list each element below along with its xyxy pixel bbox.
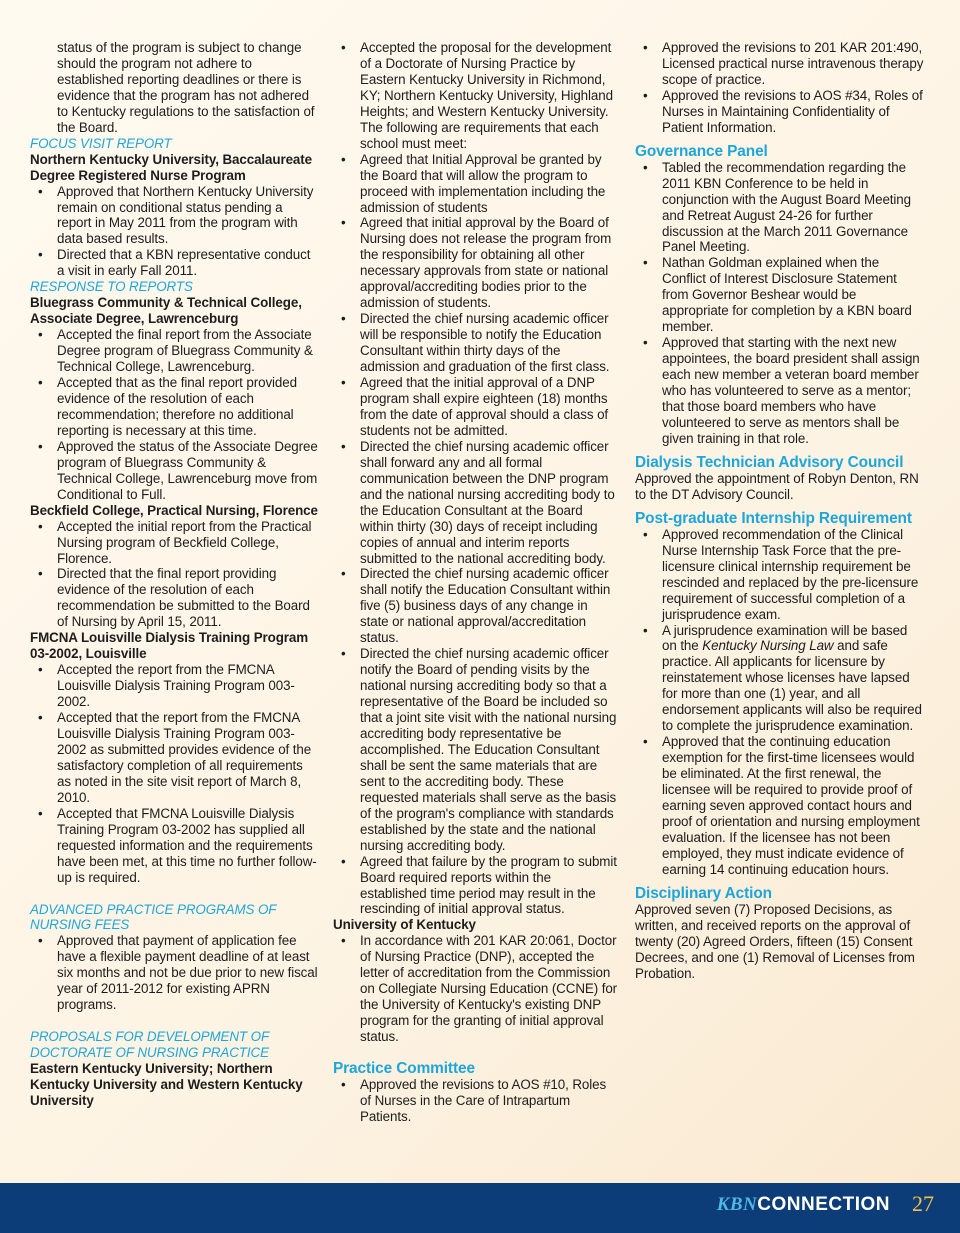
list-item: • Agreed that initial approval by the Board of Nursing does not release the program from the responsibility for obtaining all other necessary approvals from state or national approval/accrediting bodies prior to the admission of students. [333,215,619,311]
fees-heading: ADVANCED PRACTICE PROGRAMS OF NURSING FEES [30,901,277,933]
list-item: • Directed the chief nursing academic officer notify the Board of pending visits by the national nursing accrediting body so that a representative of the Board be included so that a joint site visit with the national nursing accrediting body representative be accomplished. The Education Consultant shall be sent the same materials that are sent to the accrediting body. These requested materials shall serve as the basis of the program's compliance with standards established by the state and the national nursing accrediting body. [333,646,619,853]
column-middle [333,40,619,1125]
practice-list [333,1077,619,1125]
list-item: • Approved the revisions to AOS #34, Roles of Nurses in Maintaining Confidentiality of Patient Information. [635,88,925,136]
kbn-connection-logo [717,1194,890,1216]
column-right [635,40,925,982]
list-item: • Accepted the proposal for the development of a Doctorate of Nursing Practice by Eastern Kentucky University in Richmond, KY; Northern Kentucky University, Highland Heights; and Western Kentucky University. The following are requirements that each school must meet: [333,40,619,152]
dialysis-council-heading: Dialysis Technician Advisory Council [635,453,904,471]
response-heading: RESPONSE TO REPORTS [30,279,193,295]
list-item: • Tabled the recommendation regarding the 2011 KBN Conference to be held in conjunction with the August Board Meeting and Retreat August 24-26 for further discussion at the March 2011 Governance Panel Meeting. [635,160,925,256]
nku-list [30,184,318,280]
spacer [30,886,318,902]
law-title: Kentucky Nursing Law [702,638,834,654]
list-item: • Accepted the initial report from the Practical Nursing program of Beckfield College, Florence. [30,519,318,567]
list-item: • Approved that Northern Kentucky University remain on conditional status pending a report in May 2011 from the program with data based results. [30,184,318,248]
uk-title: University of Kentucky [333,917,476,933]
list-item: • Accepted that the report from the FMCNA Louisville Dialysis Training Program 003-2002 as submitted provides evidence of the satisfactory completion of all requirements as noted in the site visit report of March 8, 2010. [30,710,318,806]
list-item: • Agreed that the initial approval of a DNP program shall expire eighteen (18) months from the date of approval should a class of students not be admitted. [333,375,619,439]
column-left [30,40,318,1109]
list-item: • Agreed that Initial Approval be granted by the Board that will allow the program to proceed with implementation including the admission of students [333,152,619,216]
postgrad-heading: Post-graduate Internship Requirement [635,509,912,527]
bluegrass-title: Bluegrass Community & Technical College, Associate Degree, Lawrenceburg [30,295,302,327]
dnp-list [333,40,619,917]
list-item: • Approved the revisions to 201 KAR 201:490, Licensed practical nurse intravenous therapy scope of practice. [635,40,925,88]
proposals-heading: PROPOSALS FOR DEVELOPMENT OF DOCTORATE OF NURSING PRACTICE [30,1029,269,1061]
list-item: • Directed that the final report providing evidence of the resolution of each recommendation be submitted to the Board of Nursing by April 15, 2011. [30,566,318,630]
disciplinary-heading: Disciplinary Action [635,884,772,902]
fmcna-title: FMCNA Louisville Dialysis Training Program 03-2002, Louisville [30,630,309,662]
logo-prefix: KBN [716,1194,758,1215]
list-item: • Approved the status of the Associate Degree program of Bluegrass Community & Technical College, Lawrenceburg move from Conditional to Full. [30,439,318,503]
fmcna-list [30,662,318,885]
aos-list [635,40,925,136]
governance-list [635,160,925,447]
list-item: • In accordance with 201 KAR 20:061, Doctor of Nursing Practice (DNP), accepted the letter of accreditation from the Commission on Collegiate Nursing Education (CCNE) for the University of Kentucky's existing DNP program for the granting of initial approval status. [333,933,619,1045]
list-item: • Approved that the continuing education exemption for the first-time licensees would be eliminated. At the first renewal, the licensee will be required to provide proof of earning seven approved contact hours and proof of orientation and nursing employment evaluation. If the licensee has not been employed, they must indicate evidence of earning 14 continuing education hours. [635,734,925,878]
nku-title: Northern Kentucky University, Baccalaureate Degree Registered Nurse Program [30,151,312,183]
list-item: • Approved the revisions to AOS #10, Roles of Nurses in the Care of Intrapartum Patients. [333,1077,619,1125]
uk-list [333,933,619,1045]
list-item: • Accepted that FMCNA Louisville Dialysis Training Program 03-2002 has supplied all requested information and the requirements have been met, at this time no further follow-up is required. [30,806,318,886]
bluegrass-list [30,327,318,502]
spacer [333,1045,619,1061]
list-item: • Approved recommendation of the Clinical Nurse Internship Task Force that the pre-licensure clinical internship requirement be rescinded and replaced by the pre-licensure requirement of successful completion of a jurisprudence exam. [635,527,925,623]
list-item: • Directed the chief nursing academic officer will be responsible to notify the Education Consultant within thirty days of the admission and graduation of the first class. [333,311,619,375]
governance-panel-heading: Governance Panel [635,142,768,160]
practice-committee-heading: Practice Committee [333,1060,475,1078]
text-run: A jurisprudence examination will be based on the [662,622,908,654]
dialysis-council-text: Approved the appointment of Robyn Denton, RN to the DT Advisory Council. [635,470,919,502]
list-item: • Accepted the report from the FMCNA Louisville Dialysis Training Program 003-2002. [30,662,318,710]
list-item: • Directed the chief nursing academic officer shall notify the Education Consultant within five (5) business days of any change in state or national approval/accreditation status. [333,566,619,646]
footer-bar [0,1183,960,1233]
focus-visit-heading: FOCUS VISIT REPORT [30,135,172,151]
continued-list [30,40,318,136]
list-item: • Directed the chief nursing academic officer shall forward any and all formal communication between the DNP program and the national nursing accrediting body to the Education Consultant at the Board within thirty (30) days of receipt including copies of annual and interim reports submitted to the national accrediting body. [333,439,619,567]
list-item: • Agreed that failure by the program to submit Board required reports within the established time period may result in the rescinding of initial approval status. [333,854,619,918]
spacer [30,1013,318,1029]
list-item: • Approved that payment of application fee have a flexible payment deadline of at least six months and not be due prior to new fiscal year of 2011-2012 for existing APRN programs. [30,933,318,1013]
list-item: • Nathan Goldman explained when the Conflict of Interest Disclosure Statement from Governor Beshear would be appropriate for completion by a KBN board member. [635,255,925,335]
beckfield-list [30,519,318,631]
list-item [635,623,925,735]
list-item: status of the program is subject to change should the program not adhere to established reporting deadlines or there is evidence that the program has not adhered to Kentucky regulations to the satisfaction of the Board. [57,40,315,135]
list-item: • Accepted that as the final report provided evidence of the resolution of each recommendation; therefore no additional reporting is necessary at this time. [30,375,318,439]
page-number: 27 [912,1191,934,1216]
postgrad-list [635,527,925,878]
fees-list [30,933,318,1013]
list-item: • Directed that a KBN representative conduct a visit in early Fall 2011. [30,247,318,279]
list-item: • Accepted the final report from the Associate Degree program of Bluegrass Community & Technical College, Lawrenceburg. [30,327,318,375]
disciplinary-text: Approved seven (7) Proposed Decisions, as written, and received reports on the approval of twenty (20) Agreed Orders, fifteen (15) Consent Decrees, and one (1) Removal of Licenses from Probation. [635,901,915,981]
list-item: • Approved that starting with the next new appointees, the board president shall assign each new member a veteran board member who has volunteered to serve as a mentor; that those board members who have volunteered to serve as mentors shall be given training in that role. [635,335,925,447]
beckfield-title: Beckfield College, Practical Nursing, Florence [30,502,318,518]
logo-suffix: CONNECTION [757,1194,890,1215]
text-run: and safe practice. All applicants for licensure by reinstatement whose licenses have lapsed for more than one (1) year, and all endorsement applicants will also be required to complete the jurisprudence examination. [662,638,922,734]
proposals-title: Eastern Kentucky University; Northern Kentucky University and Western Kentucky University [30,1061,303,1108]
